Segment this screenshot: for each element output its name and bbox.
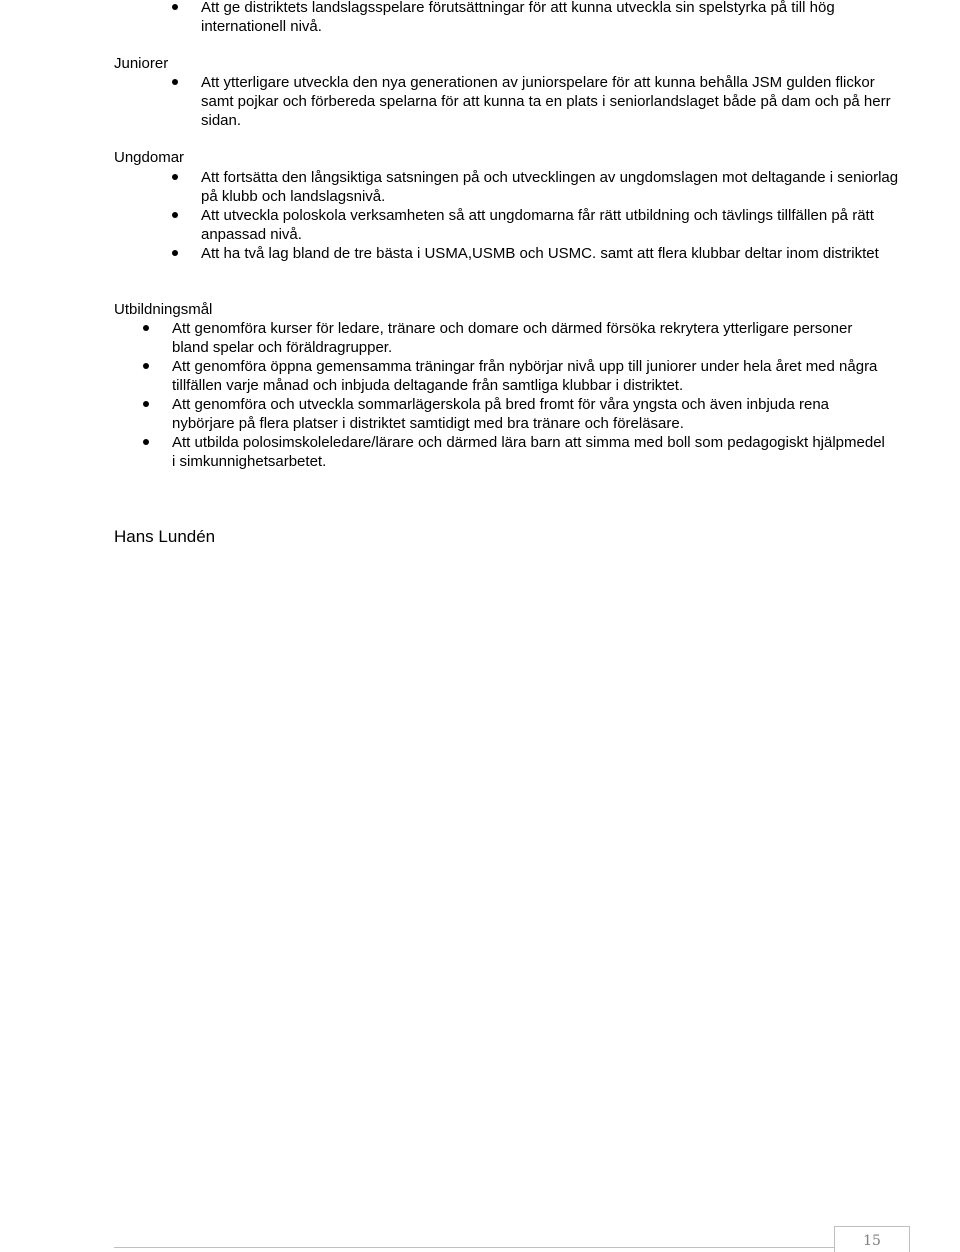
list-item: Att ytterligare utveckla den nya generationen av juniorspelare för att kunna behålla JSM gulden flickor samt pojkar och förbereda spelarna för att kunna ta en plats i seniorlandslaget både på dam och på herr sidan.: [201, 73, 901, 130]
footer-rule: [114, 1247, 834, 1248]
section-heading-utbildningsmal: Utbildningsmål: [114, 301, 213, 318]
page-number: 15: [863, 1233, 881, 1249]
list-item: Att ge distriktets landslagsspelare förutsättningar för att kunna utveckla sin spelstyrka på till hög internationell nivå.: [201, 0, 901, 36]
list-item: Att fortsätta den långsiktiga satsningen på och utvecklingen av ungdomslagen mot deltagande i seniorlag på klubb och landslagsnivå.: [201, 168, 901, 206]
list-item: Att genomföra och utveckla sommarlägerskola på bred fromt för våra yngsta och även inbjuda rena nybörjare på flera platser i distriktet samtidigt med bra tränare och föreläsare.: [172, 395, 892, 433]
signature: Hans Lundén: [114, 527, 216, 546]
list-item: Att utbilda polosimskoleledare/lärare och därmed lära barn att simma med boll som pedagogiskt hjälpmedel i simkunnighetsarbetet.: [172, 433, 892, 471]
juniorer-list: [201, 73, 901, 130]
intro-list: [201, 0, 901, 36]
utbildningsmal-list: [172, 319, 892, 471]
list-item: Att genomföra öppna gemensamma träningar från nybörjar nivå upp till juniorer under hela året med några tillfällen varje månad och inbjuda deltagande från samtliga klubbar i distriktet.: [172, 357, 892, 395]
list-item: Att ha två lag bland de tre bästa i USMA,USMB och USMC. samt att flera klubbar deltar inom distriktet: [201, 244, 901, 263]
section-heading-juniorer: Juniorer: [114, 55, 169, 72]
page-number-box: [834, 1226, 910, 1252]
ungdomar-list: [201, 168, 901, 263]
list-item: Att utveckla poloskola verksamheten så att ungdomarna får rätt utbildning och tävlings tillfällen på rätt anpassad nivå.: [201, 206, 901, 244]
section-heading-ungdomar: Ungdomar: [114, 149, 185, 166]
list-item: Att genomföra kurser för ledare, tränare och domare och därmed försöka rekrytera ytterligare personer bland spelar och föräldragrupper.: [172, 319, 892, 357]
